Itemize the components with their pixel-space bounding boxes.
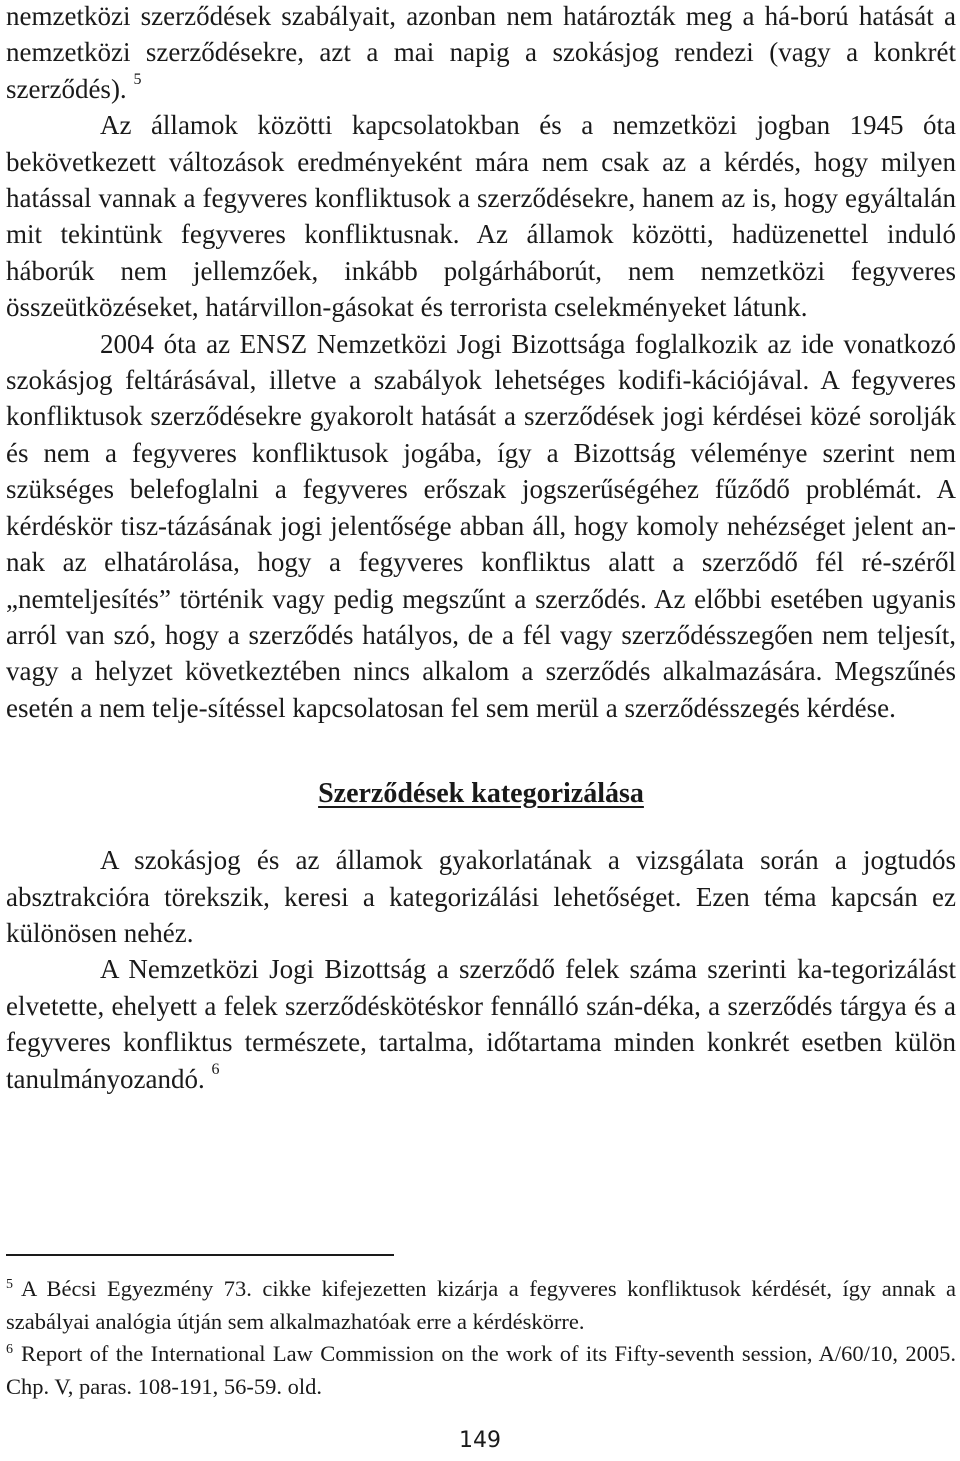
footnote-text: A Bécsi Egyezmény 73. cikke kifejezetten kizárja a fegyveres konfliktusok kérdését, így annak a szabályai analógia útján sem alkalmazhatóak erre a kérdéskörre. [6,1276,956,1334]
footnote-number: 5 [6,1276,13,1292]
paragraph: Az államok közötti kapcsolatokban és a nemzetközi jogban 1945 óta bekövetkezett változások eredményeként mára nem csak az a kérdés, hogy milyen hatással vannak a fegyveres konfliktusok a szerződésekre, hanem az is, hogy egyáltalán mit tekintünk fegyveres konfliktusnak. Az államok közötti, hadüzenettel induló háborúk nem jellemzőek, inkább polgárháborút, nem nemzetközi fegyveres összeütközéseket, határvillon-gásokat és terrorista cselekményeket látunk. [6,110,956,323]
section-heading: Szerződések kategorizálása [318,778,644,810]
page-number: 149 [459,1428,501,1453]
footnote-separator [6,1254,394,1256]
footnotes [6,1273,956,1403]
paragraph-text: A Nemzetközi Jogi Bizottság a szerződő felek száma szerinti ka-tegorizálást elvetette, ehelyett a felek szerződéskötéskor fennálló szán-déka, a szerződés tárgya és a fegyveres konfliktus természete, tartalma, időtartama minden konkrét esetben külön tanulmányozandó. [6,954,956,1094]
paragraph [6,951,956,1097]
main-text [6,0,956,1097]
footnote-number: 6 [6,1341,13,1357]
footnote-ref[interactable]: 6 [211,1060,220,1078]
paragraph-continued [6,0,956,107]
footnote-text: Report of the International Law Commission on the work of its Fifty-seventh session, A/60/10, 2005. Chp. V, paras. 108-191, 56-59. old. [6,1341,956,1399]
paragraph: A szokásjog és az államok gyakorlatának a vizsgálata során a jogtudós absztrakcióra törekszik, keresi a kategorizálási lehetőséget. Ezen téma kapcsán ez különösen nehéz. [6,845,956,948]
paragraph: 2004 óta az ENSZ Nemzetközi Jogi Bizottsága foglalkozik az ide vonatkozó szokásjog feltárásával, illetve a szabályok lehetséges kodifi-kációjával. A fegyveres konfliktusok szerződésekre gyakorolt hatását a szerződések jogi kérdései közé sorolják és nem a fegyveres konfliktusok jogába, így a Bizottság véleménye szerint nem szükséges belefoglalni a fegyveres erőszak jogszerűségéhez fűződő problémát. A kérdéskör tisz-tázásának jogi jelentősége abban áll, hogy komoly nehézséget jelent an-nak az elhatárolása, hogy a fegyveres konfliktus alatt a szerződő fél ré-széről „nemteljesítés” történik vagy pedig megszűnt a szerződés. Az előbbi esetében ugyanis arról van szó, hogy a szerződés hatályos, de a fél vagy szerződésszegően nem teljesít, vagy a helyzet következtében nincs alkalom a szerződés alkalmazására. Megszűnés esetén a nem telje-sítéssel kapcsolatosan fel sem merül a szerződésszegés kérdése. [6,328,956,723]
page-body [6,0,956,1097]
footnote [6,1273,956,1338]
footnote [6,1338,956,1403]
section-body [6,842,956,1097]
paragraph-text: nemzetközi szerződések szabályait, azonban nem határozták meg a há-ború hatását a nemzetközi szerződésekre, azt a mai napig a szokásjog rendezi (vagy a konkrét szerződés). [6,1,956,104]
footnote-ref[interactable]: 5 [133,70,142,88]
